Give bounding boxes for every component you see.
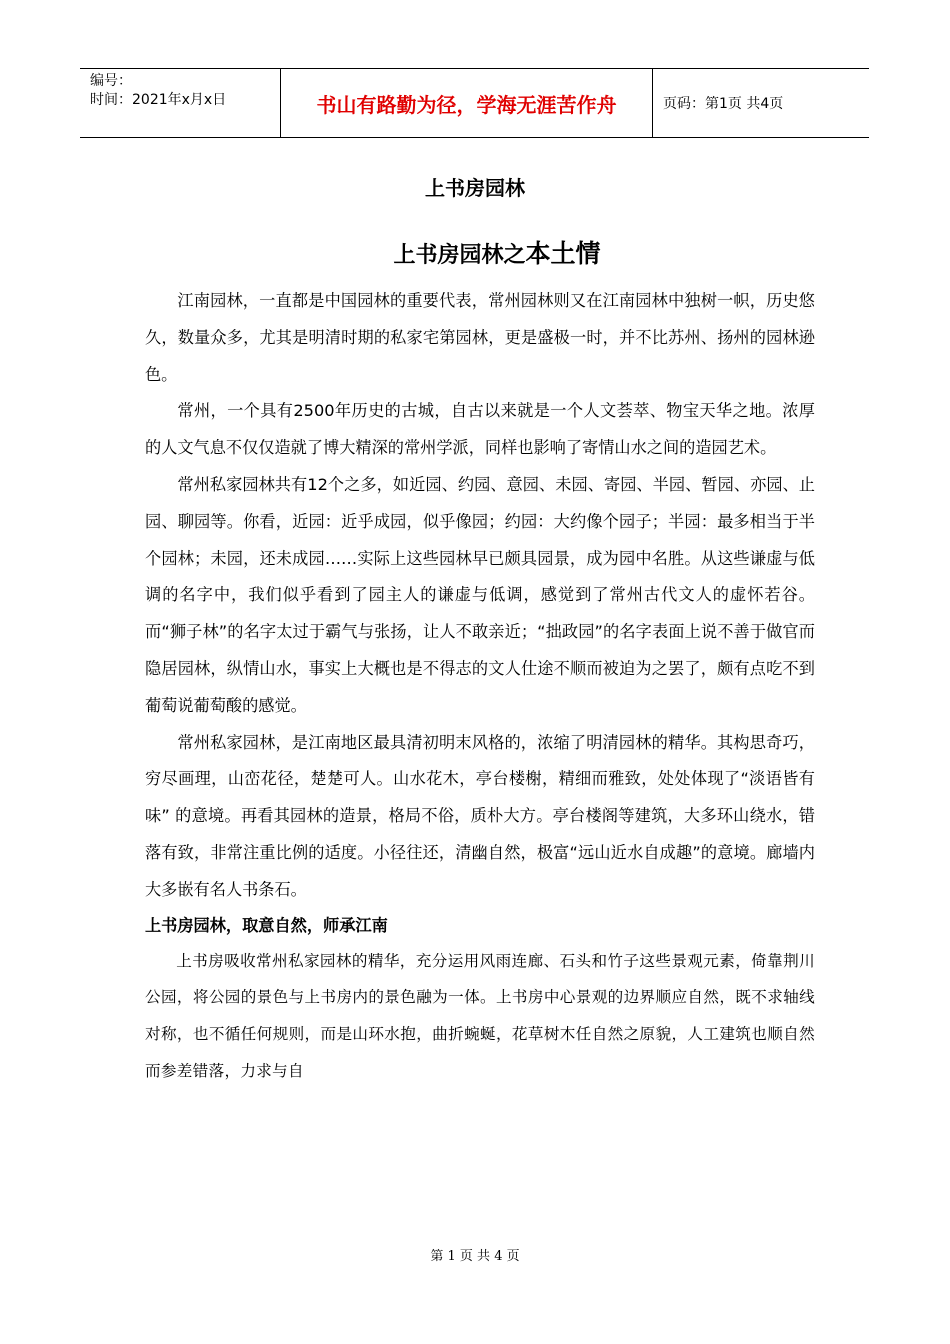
page-header <box>80 68 869 138</box>
subtitle-part2: 本土情 <box>525 239 601 268</box>
document-subtitle <box>0 234 950 270</box>
number-label: 编号： <box>90 73 132 89</box>
header-meta <box>80 69 281 137</box>
section-heading: 上书房园林，取意自然，师承江南 <box>145 915 388 935</box>
page-footer: 第 1 页 共 4 页 <box>430 1249 520 1264</box>
header-motto: 书山有路勤为径，学海无涯苦作舟 <box>281 69 653 137</box>
document-body <box>145 283 815 1090</box>
subtitle-part1: 上书房园林之 <box>393 243 526 268</box>
paragraph: 江南园林，一直都是中国园林的重要代表，常州园林则又在江南园林中独树一帜，历史悠久，数量众多，尤其是明清时期的私家宅第园林，更是盛极一时，并不比苏州、扬州的园林逊色。 <box>145 291 815 384</box>
header-page-info: 页码：第1页 共4页 <box>663 96 784 112</box>
paragraph: 常州，一个具有2500年历史的古城，自古以来就是一个人文荟萃、物宝天华之地。浓厚的人文气息不仅仅造就了博大精深的常州学派，同样也影响了寄情山水之间的造园艺术。 <box>145 401 815 458</box>
section-paragraph: 上书房吸收常州私家园林的精华，充分运用风雨连廊、石头和竹子这些景观元素，倚靠荆川公园，将公园的景色与上书房内的景色融为一体。上书房中心景观的边界顺应自然，既不求轴线对称，也不循任何规则，而是山环水抱，曲折蜿蜒，花草树木任自然之原貌，人工建筑也顺自然而参差错落，力求与自 <box>145 951 815 1080</box>
document-title: 上书房园林 <box>425 176 525 200</box>
paragraph: 常州私家园林共有12个之多，如近园、约园、意园、未园、寄园、半园、暂园、亦园、止园、聊园等。你看，近园：近乎成园，似乎像园；约园：大约像个园子；半园：最多相当于半个园林；未园，还未成园……实际上这些园林早已颇具园景，成为园中名胜。从这些谦虚与低调的名字中，我们似乎看到了园主人的谦虚与低调，感觉到了常州古代文人的虚怀若谷。而“狮子林”的名字太过于霸气与张扬，让人不敢亲近；“拙政园”的名字表面上说不善于做官而隐居园林，纵情山水，事实上大概也是不得志的文人仕途不顺而被迫为之罢了，颇有点吃不到葡萄说葡萄酸的感觉。 <box>145 474 815 715</box>
time-label: 时间：2021年x月x日 <box>90 92 227 108</box>
paragraph: 常州私家园林，是江南地区最具清初明末风格的，浓缩了明清园林的精华。其构思奇巧，穷尽画理，山峦花径，楚楚可人。山水花木，亭台楼榭，精细而雅致，处处体现了“淡语皆有味” 的意境。再看其园林的造景，格局不俗，质朴大方。亭台楼阁等建筑，大多环山绕水，错落有致，非常注重比例的适度。小径往还，清幽自然，极富“远山近水自成趣”的意境。廊墙内大多嵌有名人书条石。 <box>145 732 815 899</box>
